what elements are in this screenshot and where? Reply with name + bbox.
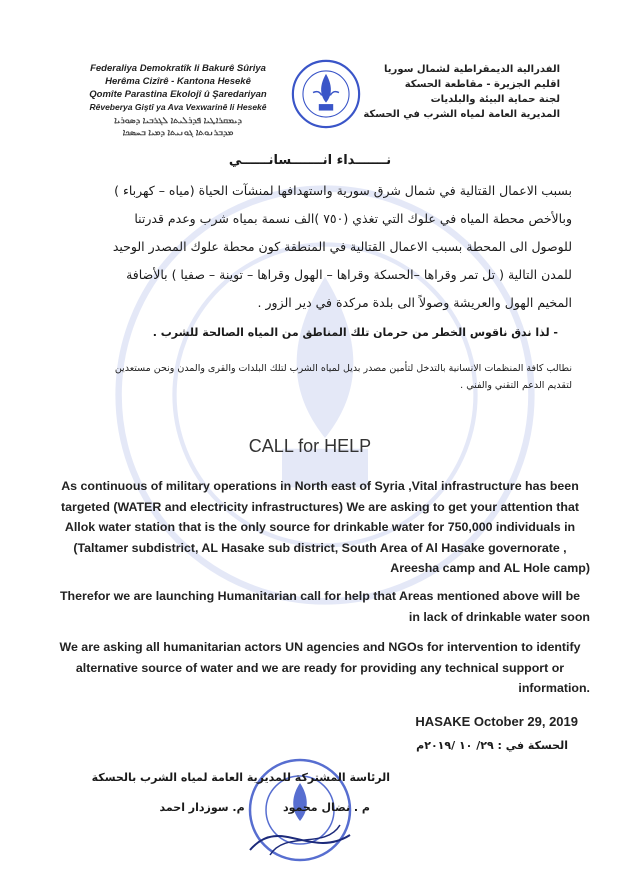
header-left-syriac2: ܡܕܒܪܢܘܬܐ ܓܘܢܝܬܐ ܕܡܝܐ ܒܚܣܟܐ bbox=[122, 127, 234, 137]
english-para3-line: alternative source of water and we are ready for providing any technical support or bbox=[75, 660, 565, 675]
header-left-line1: Federaliya Demokratîk li Bakurê Sûriya bbox=[90, 63, 266, 74]
english-para2-line: Therefor we are launching Humanitarian call for help that Areas mentioned above will be bbox=[59, 589, 581, 603]
header-right-line1: الفدرالية الديمقراطية لشمال سوريا bbox=[384, 64, 560, 75]
english-para1-line: Allok water station that is the only source for drinkable water for 750,000 individuals in bbox=[64, 520, 576, 534]
arabic-p3: للوصول الى المحطة بسبب الاعمال القتالية في المنطقة كون محطة علوك المصدر الوحيد bbox=[112, 239, 572, 254]
english-para1-line: As continuous of military operations in North east of Syria ,Vital infrastructure has been bbox=[61, 479, 579, 493]
arabic-p2: وبالأخص محطة المياه في علوك التي تغذي (٧٥٠ )الف نسمة بمياه شرب وعدم قدرتنا bbox=[134, 211, 572, 226]
english-para1-line: targeted (WATER and electricity infrastructures) We are asking to get your attention that bbox=[61, 499, 579, 514]
signatory-names: م . نضال محمود م. سوزدار احمد bbox=[159, 801, 370, 814]
header-left-line4: Rêveberya Giştî ya Ava Vexwarinê li Hesekê bbox=[89, 102, 267, 112]
header-left-line2: Herêma Cizîrê - Kantona Hesekê bbox=[105, 76, 251, 87]
header-right-line2: اقليم الجزيرة - مقاطعة الحسكة bbox=[404, 79, 560, 90]
english-para3 bbox=[50, 637, 590, 699]
arabic-p4: للمدن التالية ( تل تمر وقراها –الحسكة وقراها – الهول وقراها – توينة – صفيا ) بالأضافة bbox=[126, 267, 572, 282]
english-para1 bbox=[50, 476, 590, 579]
header-left-syriac1: ܕܝܡܩܪܐܛܝܐ ܦܕܪܠܝܬܐ ܠܓܪܒܝܐ ܕܣܘܪܝܐ bbox=[114, 115, 242, 125]
english-para2-line: in lack of drinkable water soon bbox=[408, 609, 590, 624]
english-para1-line: (Taltamer subdistrict, AL Hasake sub district, South Area of Al Hasake governorate , bbox=[73, 540, 567, 555]
english-para1-line: Areesha camp and AL Hole camp) bbox=[390, 561, 590, 575]
header-left-line3: Qomîte Parastina Ekolojî û Şaredariyan bbox=[89, 89, 267, 100]
arabic-p7: نطالب كافة المنظمات الانسانية بالتدخل لتأمين مصدر بديل لمياه الشرب لتلك البلدات والقرى والمدن ونحن مستعدين bbox=[114, 363, 572, 374]
signatory-title: الرئاسة المشتركة للمديرية العامة لمياه الشرب بالحسكة bbox=[91, 771, 390, 784]
arabic-p1: بسبب الاعمال القتالية في شمال شرق سورية واستهدافها لمنشآت الحياة (مياه – كهرباء ) bbox=[114, 183, 572, 198]
call-for-help-title: CALL for HELP bbox=[248, 436, 372, 456]
header-right-line3: لجنة حماية البيئة والبلديات bbox=[430, 94, 560, 105]
header-left bbox=[78, 62, 278, 138]
arabic-p6: - لذا ندق ناقوس الخطر من حرمان تلك المناطق من المياه الصالحة للشرب . bbox=[152, 326, 558, 339]
english-date: HASAKE October 29, 2019 bbox=[415, 714, 578, 729]
arabic-p5: المخيم الهول والعريشة وصولاً الى بلدة مركدة في دير الزور . bbox=[257, 295, 572, 310]
english-para3-line: We are asking all humanitarian actors UN agencies and NGOs for intervention to identify bbox=[59, 640, 581, 654]
header-right bbox=[350, 62, 560, 122]
english-para2 bbox=[50, 586, 590, 627]
arabic-title: نـــــــداء انـــــــسانــــــي bbox=[228, 153, 392, 168]
arabic-date: الحسكة في : ٢٩/ ١٠ /٢٠١٩م bbox=[416, 739, 568, 752]
header-right-line4: المديرية العامة لمياه الشرب في الحسكة bbox=[363, 109, 560, 120]
arabic-p8: لتقديم الدعم التقني والفني . bbox=[460, 380, 572, 391]
english-para3-line: information. bbox=[518, 681, 590, 695]
